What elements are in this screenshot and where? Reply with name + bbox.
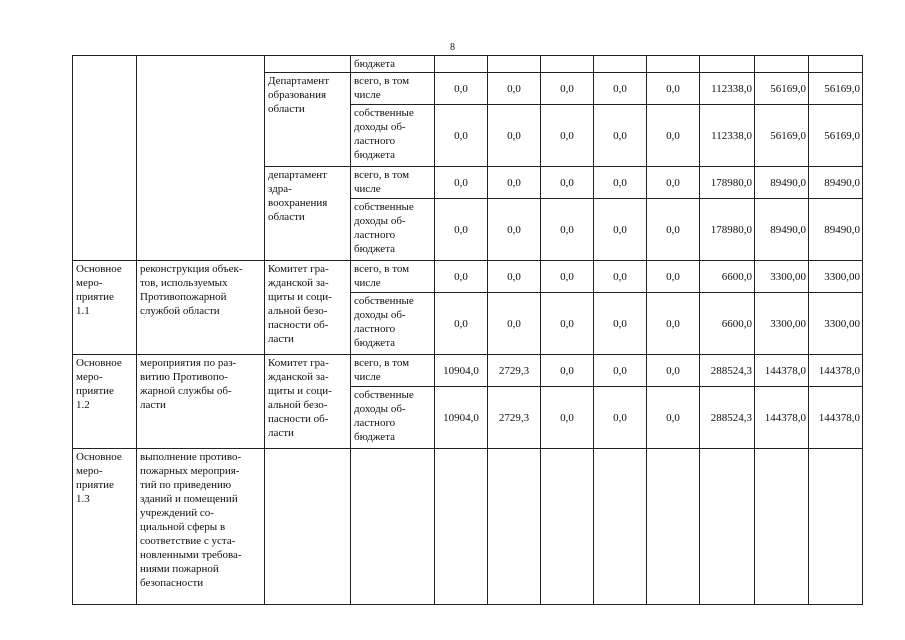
budget-table [72, 55, 863, 605]
value-cell [700, 56, 755, 73]
value-cell-text: 178980,0 [710, 176, 752, 189]
executor-cell [265, 73, 351, 167]
value-cell [809, 355, 863, 387]
value-cell-text: 2729,3 [498, 411, 530, 424]
executor-cell-text: Департамент образования области [268, 75, 330, 115]
source-cell [351, 387, 435, 449]
value-cell-text: 0,0 [666, 411, 680, 424]
value-cell-text: 0,0 [666, 82, 680, 95]
value-cell-text: 0,0 [454, 317, 468, 330]
status-cell [73, 261, 137, 355]
value-cell [488, 167, 541, 199]
value-cell-text: 6600,0 [721, 270, 752, 283]
value-cell [809, 387, 863, 449]
source-cell-text: всего, в том числе [354, 75, 410, 101]
value-cell [700, 293, 755, 355]
value-cell [700, 73, 755, 105]
table-row [73, 261, 863, 293]
value-cell [809, 449, 863, 605]
value-cell [435, 261, 488, 293]
value-cell [435, 73, 488, 105]
value-cell-text: 56169,0 [770, 82, 806, 95]
value-cell-text: 0,0 [613, 129, 627, 142]
value-cell-text: 10904,0 [443, 411, 479, 424]
value-cell [755, 56, 809, 73]
executor-cell-text: департамент здра- воохранения области [268, 169, 328, 223]
value-cell [700, 199, 755, 261]
value-cell [647, 105, 700, 167]
value-cell [700, 449, 755, 605]
source-cell-text: собственные доходы об- ластного бюджета [354, 201, 414, 255]
source-cell [351, 73, 435, 105]
source-cell-text: всего, в том числе [354, 169, 410, 195]
value-cell-text: 0,0 [613, 411, 627, 424]
value-cell [809, 56, 863, 73]
value-cell [594, 387, 647, 449]
value-cell-text: 56169,0 [824, 129, 860, 142]
value-cell [647, 293, 700, 355]
source-cell-text: собственные доходы об- ластного бюджета [354, 107, 414, 161]
value-cell-text: 144378,0 [764, 364, 806, 377]
value-cell-text: 0,0 [613, 364, 627, 377]
measure-name-cell-text: мероприятия по раз- витию Противопо- жарной службы об- ласти [140, 357, 237, 411]
value-cell [647, 387, 700, 449]
value-cell [541, 355, 594, 387]
status-cell-text: Основное меро- приятие 1.1 [76, 263, 122, 317]
value-cell-text: 89490,0 [770, 223, 806, 236]
executor-cell [265, 261, 351, 355]
value-cell-text: 288524,3 [710, 364, 752, 377]
executor-cell-text: Комитет гра- жданской за- щиты и соци- альной безо- пасности об- ласти [268, 357, 332, 439]
source-cell-text: собственные доходы об- ластного бюджета [354, 389, 414, 443]
value-cell [700, 261, 755, 293]
value-cell [594, 167, 647, 199]
value-cell-text: 89490,0 [824, 223, 860, 236]
value-cell-text: 0,0 [666, 176, 680, 189]
value-cell-text: 0,0 [507, 129, 521, 142]
status-cell-text: Основное меро- приятие 1.3 [76, 451, 122, 505]
value-cell-text: 144378,0 [764, 411, 806, 424]
value-cell [435, 449, 488, 605]
value-cell [647, 261, 700, 293]
value-cell [809, 199, 863, 261]
value-cell-text: 0,0 [507, 176, 521, 189]
status-cell [73, 449, 137, 605]
value-cell-text: 0,0 [507, 270, 521, 283]
executor-cell-text: Комитет гра- жданской за- щиты и соци- альной безо- пасности об- ласти [268, 263, 332, 345]
value-cell [435, 355, 488, 387]
table-row [73, 355, 863, 387]
value-cell [594, 355, 647, 387]
value-cell-text: 0,0 [560, 223, 574, 236]
value-cell [700, 105, 755, 167]
source-cell-text: всего, в том числе [354, 357, 410, 383]
value-cell-text: 0,0 [507, 317, 521, 330]
value-cell [594, 261, 647, 293]
value-cell [541, 167, 594, 199]
value-cell-text: 10904,0 [443, 364, 479, 377]
value-cell [755, 199, 809, 261]
value-cell [488, 261, 541, 293]
value-cell-text: 0,0 [613, 176, 627, 189]
measure-name-cell [137, 449, 265, 605]
value-cell-text: 112338,0 [711, 129, 752, 142]
value-cell [755, 387, 809, 449]
source-cell [351, 449, 435, 605]
value-cell [488, 293, 541, 355]
value-cell [755, 355, 809, 387]
value-cell-text: 0,0 [666, 364, 680, 377]
value-cell-text: 0,0 [666, 317, 680, 330]
value-cell-text: 288524,3 [710, 411, 752, 424]
value-cell [809, 261, 863, 293]
value-cell [700, 167, 755, 199]
value-cell [488, 56, 541, 73]
table-row [73, 56, 863, 73]
value-cell-text: 0,0 [613, 223, 627, 236]
value-cell-text: 2729,3 [498, 364, 530, 377]
value-cell [647, 449, 700, 605]
value-cell [755, 167, 809, 199]
value-cell [755, 449, 809, 605]
executor-cell [265, 449, 351, 605]
value-cell [488, 105, 541, 167]
value-cell [700, 387, 755, 449]
status-cell-continued [73, 56, 137, 261]
value-cell [755, 73, 809, 105]
status-cell [73, 355, 137, 449]
executor-cell-continued [265, 56, 351, 73]
value-cell-text: 0,0 [507, 223, 521, 236]
value-cell-text: 3300,00 [824, 317, 860, 330]
value-cell-text: 178980,0 [710, 223, 752, 236]
value-cell [541, 105, 594, 167]
source-cell [351, 199, 435, 261]
value-cell-text: 0,0 [454, 176, 468, 189]
value-cell [755, 261, 809, 293]
value-cell [541, 73, 594, 105]
value-cell [755, 105, 809, 167]
measure-name-cell-continued [137, 56, 265, 261]
source-cell [351, 105, 435, 167]
value-cell-text: 89490,0 [770, 176, 806, 189]
value-cell [594, 293, 647, 355]
value-cell-text: 0,0 [454, 82, 468, 95]
value-cell [435, 105, 488, 167]
measure-name-cell [137, 355, 265, 449]
value-cell-text: 3300,00 [770, 270, 806, 283]
value-cell-text: 0,0 [454, 129, 468, 142]
value-cell-text: 0,0 [454, 223, 468, 236]
source-cell [351, 355, 435, 387]
value-cell [541, 56, 594, 73]
source-cell [351, 261, 435, 293]
value-cell [435, 199, 488, 261]
value-cell [488, 73, 541, 105]
measure-name-cell [137, 261, 265, 355]
value-cell [435, 293, 488, 355]
measure-name-cell-text: выполнение противо- пожарных мероприя- тий по приведению зданий и помещений учреждений со- циальной сферы в соответствие с уста- новленными требова- ниями пожарной безопасности [140, 451, 242, 589]
value-cell [541, 449, 594, 605]
value-cell [594, 105, 647, 167]
value-cell [488, 387, 541, 449]
value-cell-text: 56169,0 [770, 129, 806, 142]
value-cell-text: 3300,00 [770, 317, 806, 330]
value-cell [809, 105, 863, 167]
value-cell [594, 199, 647, 261]
value-cell [809, 73, 863, 105]
value-cell-text: 56169,0 [824, 82, 860, 95]
value-cell [541, 387, 594, 449]
value-cell [488, 449, 541, 605]
value-cell-text: 0,0 [560, 82, 574, 95]
value-cell [647, 355, 700, 387]
value-cell [700, 355, 755, 387]
value-cell-text: 112338,0 [711, 82, 752, 95]
value-cell-text: 0,0 [613, 270, 627, 283]
value-cell [647, 73, 700, 105]
value-cell [594, 56, 647, 73]
value-cell-text: 0,0 [613, 82, 627, 95]
source-cell [351, 167, 435, 199]
value-cell-text: 0,0 [560, 270, 574, 283]
source-cell [351, 56, 435, 73]
value-cell [541, 199, 594, 261]
value-cell-text: 0,0 [560, 176, 574, 189]
value-cell [435, 387, 488, 449]
measure-name-cell-text: реконструкция объек- тов, используемых Противопожарной службой области [140, 263, 243, 317]
value-cell [647, 167, 700, 199]
value-cell-text: 0,0 [507, 82, 521, 95]
value-cell-text: 0,0 [560, 364, 574, 377]
status-cell-text: Основное меро- приятие 1.2 [76, 357, 122, 411]
value-cell-text: 0,0 [666, 270, 680, 283]
executor-cell [265, 355, 351, 449]
value-cell [435, 167, 488, 199]
value-cell [594, 449, 647, 605]
value-cell-text: 3300,00 [824, 270, 860, 283]
value-cell-text: 144378,0 [818, 364, 860, 377]
value-cell [647, 56, 700, 73]
source-cell-text: собственные доходы об- ластного бюджета [354, 295, 414, 349]
page-number: 8 [450, 42, 455, 53]
source-cell-text: бюджета [354, 58, 396, 70]
value-cell-text: 0,0 [666, 223, 680, 236]
value-cell-text: 0,0 [560, 129, 574, 142]
value-cell [647, 199, 700, 261]
source-cell-text: всего, в том числе [354, 263, 410, 289]
source-cell [351, 293, 435, 355]
table-row [73, 449, 863, 605]
value-cell [541, 293, 594, 355]
value-cell [488, 355, 541, 387]
value-cell [755, 293, 809, 355]
value-cell [594, 73, 647, 105]
value-cell-text: 0,0 [560, 411, 574, 424]
value-cell-text: 0,0 [560, 317, 574, 330]
value-cell [809, 293, 863, 355]
value-cell [488, 199, 541, 261]
value-cell [541, 261, 594, 293]
value-cell-text: 89490,0 [824, 176, 860, 189]
value-cell [435, 56, 488, 73]
value-cell-text: 0,0 [666, 129, 680, 142]
executor-cell [265, 167, 351, 261]
value-cell [809, 167, 863, 199]
value-cell-text: 144378,0 [818, 411, 860, 424]
value-cell-text: 0,0 [613, 317, 627, 330]
value-cell-text: 0,0 [454, 270, 468, 283]
value-cell-text: 6600,0 [721, 317, 752, 330]
